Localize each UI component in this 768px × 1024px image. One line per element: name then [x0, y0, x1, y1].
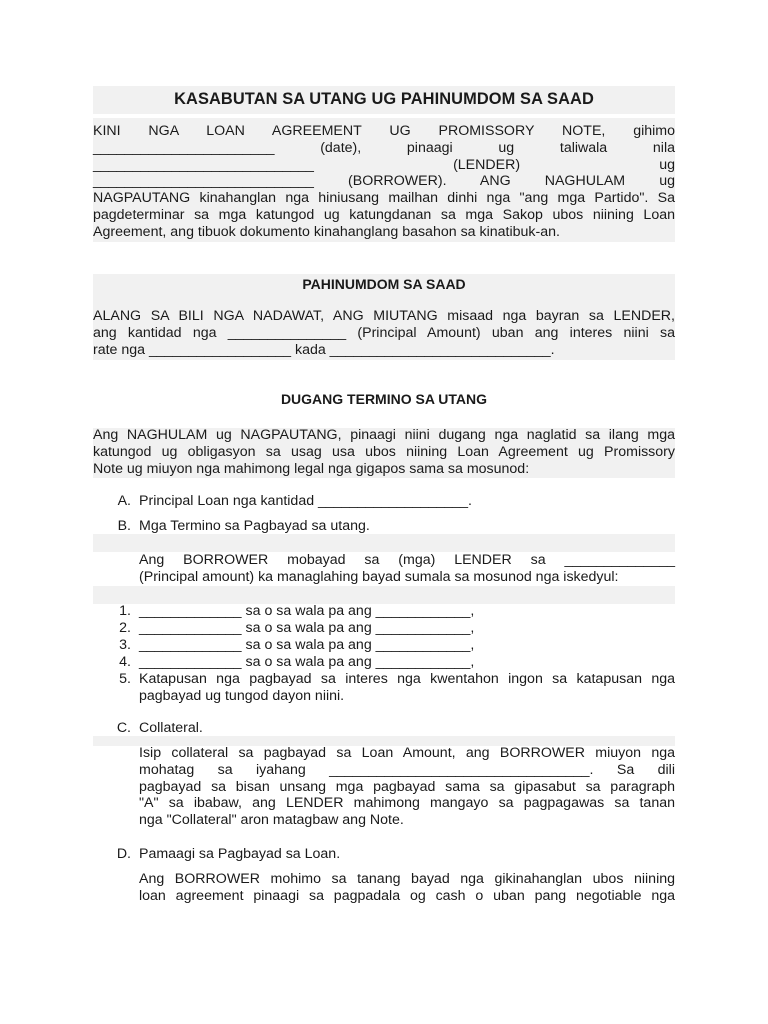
list-marker: 1.	[119, 603, 131, 619]
section1-line-1: ALANG SA BILI NGA NADAWAT, ANG MIUTANG misaad nga bayran sa LENDER,	[93, 308, 675, 324]
list-item-text: _____________ sa o sa wala pa ang ____________,	[139, 637, 475, 653]
intro-line-6: pagdeterminar sa mga katungod ug katungdanan sa mga Sakop ubos niining Loan	[93, 206, 675, 223]
item-c-line-2: mohatag sa iyahang _________________________________. Sa dili	[139, 761, 675, 778]
list-marker: A.	[117, 493, 131, 509]
list-item-text: Mga Termino sa Pagbayad sa utang.	[139, 518, 370, 534]
item-b-line-2: (Principal amount) ka managlahing bayad sumala sa mosunod nga iskedyul:	[139, 568, 619, 585]
section1-line-2: ang kantidad nga _______________ (Principal Amount) uban ang interes niini sa	[93, 324, 675, 341]
list-item-text: Principal Loan nga kantidad ___________________.	[139, 493, 472, 509]
section2-line-3: Note ug miuyon nga mahimong legal nga gigapos sama sa mosunod:	[93, 460, 530, 477]
intro-line-7: Agreement, ang tibuok dokumento kinahanglang basahon sa kinatibuk-an.	[93, 223, 560, 240]
list-marker: C.	[116, 720, 131, 736]
list-item-text: _____________ sa o sa wala pa ang ____________,	[139, 654, 475, 670]
document-title: KASABUTAN SA UTANG UG PAHINUMDOM SA SAAD	[174, 90, 594, 108]
list-item-text: _____________ sa o sa wala pa ang ____________,	[139, 603, 475, 619]
section2-line-1: Ang NAGHULAM ug NAGPAUTANG, pinaagi niini dugang nga naglatid sa ilang mga	[93, 427, 675, 443]
item-b-band	[93, 534, 675, 552]
section2-line-2: katungod ug obligasyon sa usag usa ubos niining Loan Agreement ug Promissory	[93, 443, 675, 460]
list-item-text: Collateral.	[139, 720, 203, 736]
item-d-line-1: Ang BORROWER mohimo sa tanang bayad nga gikinahanglan ubos niining	[139, 871, 675, 887]
item-d-line-2: loan agreement pinaagi sa pagpadala og cash o uban pang negotiable nga	[139, 887, 675, 904]
schedule-band	[93, 586, 675, 604]
schedule-item-5-line-1: Katapusan nga pagbayad sa interes nga kwentahon ingon sa katapusan nga	[139, 671, 675, 687]
section1-heading-wrap	[93, 276, 675, 293]
section2-heading: DUGANG TERMINO SA UTANG	[280, 391, 488, 407]
intro-line-3: ____________________________ (LENDER) ug	[93, 156, 675, 173]
intro-line-5: NAGPAUTANG kinahanglan nga hiniusang mailhan dinhi nga "ang mga Partido". Sa	[93, 190, 675, 207]
item-d-paragraph	[139, 871, 675, 905]
intro-line-1: KINI NGA LOAN AGREEMENT UG PROMISSORY NOTE, gihimo	[93, 123, 675, 139]
section2-paragraph	[93, 427, 675, 477]
list-marker: 4.	[119, 654, 131, 670]
list-marker: B.	[117, 518, 131, 534]
list-marker: 5.	[119, 671, 131, 687]
intro-paragraph	[93, 123, 675, 241]
item-c-line-5: nga "Collateral" aron matagbaw ang Note.	[139, 812, 404, 829]
document-body	[93, 86, 675, 904]
item-c-line-1: Isip collateral sa pagbayad sa Loan Amount, ang BORROWER miuyon nga	[139, 745, 675, 761]
item-b-paragraph	[139, 552, 675, 586]
item-c-line-4: "A" sa ibabaw, ang LENDER mahimong mangayo sa pagpagawas sa tanan	[139, 795, 675, 812]
item-b-line-1: Ang BORROWER mobayad sa (mga) LENDER sa ______________	[139, 552, 675, 568]
item-c-line-3: pagbayad sa bisan unsang mga pagbayad sama sa gipasabut sa paragraph	[139, 778, 675, 795]
list-item-text	[139, 671, 675, 705]
section1-paragraph	[93, 308, 675, 358]
list-item-text: Pamaagi sa Pagbayad sa Loan.	[139, 846, 341, 862]
section1-heading: PAHINUMDOM SA SAAD	[302, 276, 466, 292]
schedule-item-5-line-2: pagbayad ug tungod dayon niini.	[139, 687, 345, 704]
item-c-paragraph	[139, 745, 675, 829]
list-item-text: _____________ sa o sa wala pa ang ____________,	[139, 620, 475, 636]
section1-line-3: rate nga __________________ kada ____________________________.	[93, 341, 555, 358]
intro-line-2: _______________________ (date), pinaagi ug taliwala nila	[93, 139, 675, 156]
list-marker: 2.	[119, 620, 131, 636]
intro-line-4: ____________________________ (BORROWER). ANG NAGHULAM ug	[93, 173, 675, 190]
section2-heading-wrap	[93, 391, 675, 408]
list-marker: D.	[116, 846, 131, 862]
list-marker: 3.	[119, 637, 131, 653]
